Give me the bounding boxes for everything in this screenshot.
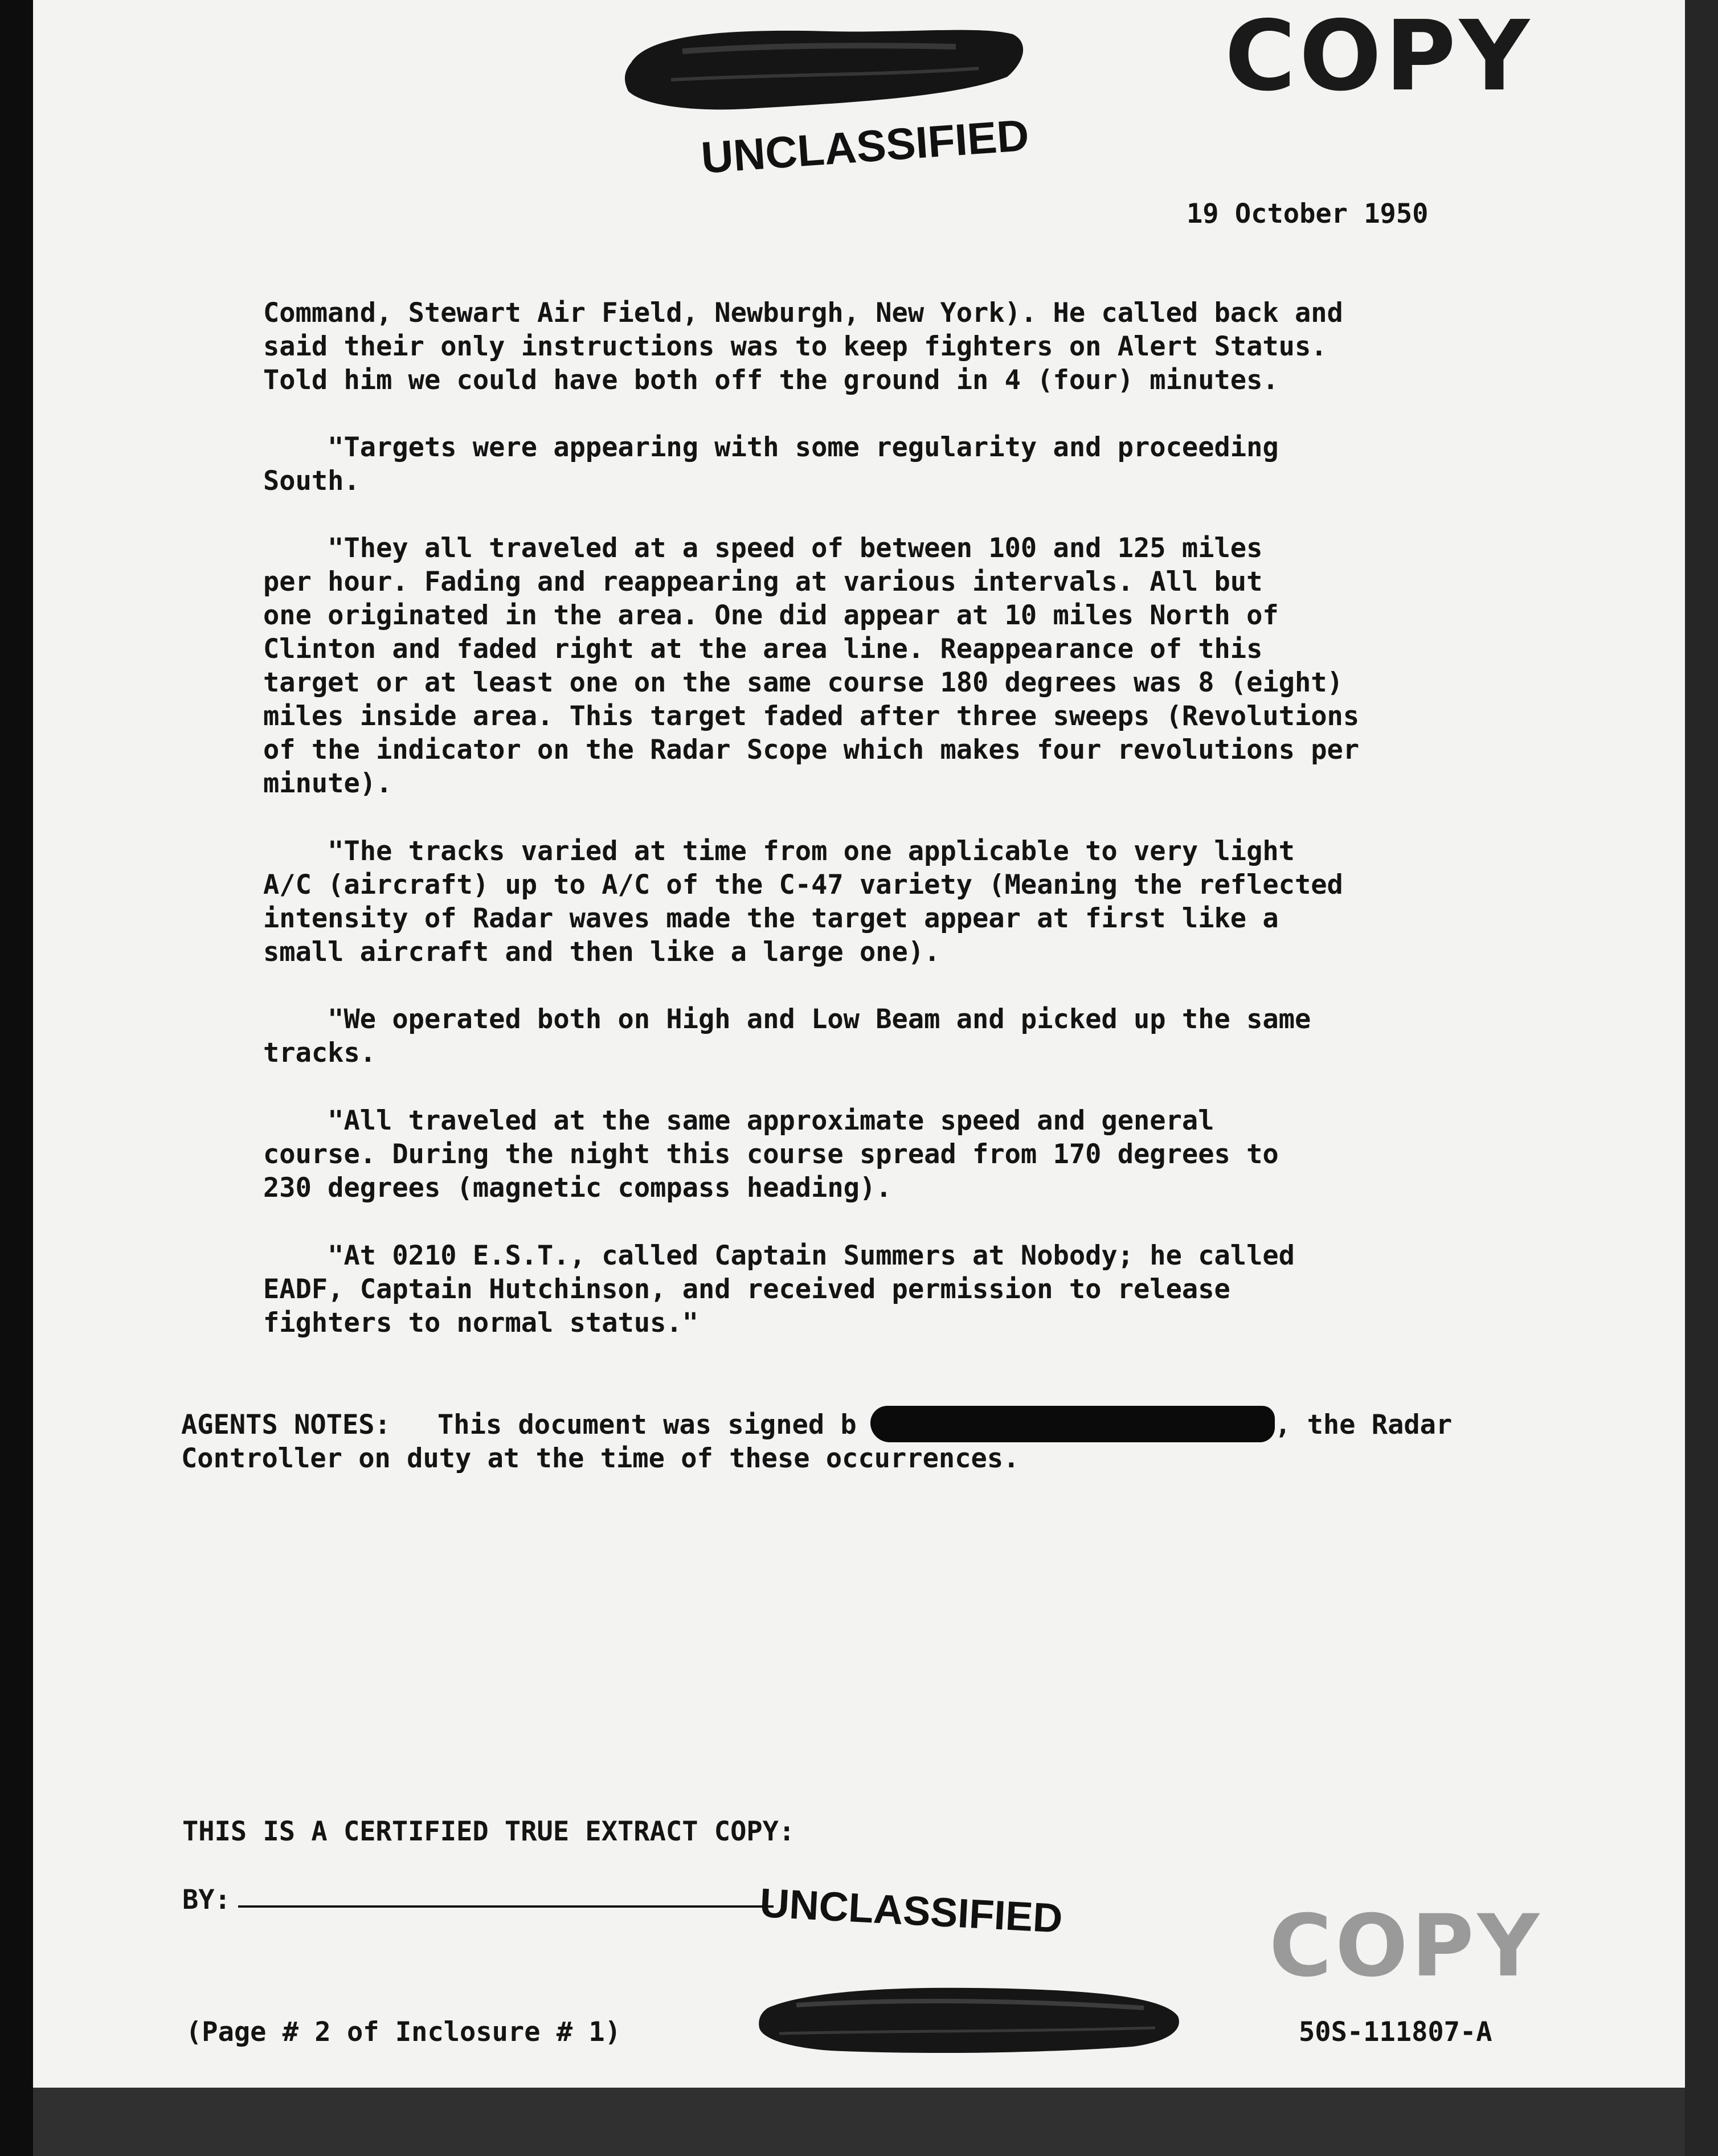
text-line: course. During the night this course spread from 170 degrees to <box>263 1139 1279 1170</box>
name-redaction <box>870 1406 1275 1442</box>
scan-bottom-edge <box>33 2088 1685 2156</box>
text-line: fighters to normal status." <box>263 1307 699 1339</box>
unclassified-stamp-bottom: UNCLASSIFIED <box>758 1880 1064 1942</box>
paragraph-2 <box>263 431 1505 498</box>
signature-line <box>238 1905 774 1908</box>
text-line: A/C (aircraft) up to A/C of the C-47 variety (Meaning the reflected <box>263 869 1343 901</box>
text-line: intensity of Radar waves made the target appear at first like a <box>263 903 1279 934</box>
text-line: "Targets were appearing with some regularity and proceeding <box>263 432 1279 463</box>
paragraph-1 <box>263 296 1505 397</box>
text-line: "At 0210 E.S.T., called Captain Summers at Nobody; he called <box>263 1240 1295 1271</box>
certification-statement: THIS IS A CERTIFIED TRUE EXTRACT COPY: <box>182 1816 795 1847</box>
text-line: "The tracks varied at time from one applicable to very light <box>263 836 1295 867</box>
text-line: miles inside area. This target faded after three sweeps (Revolutions <box>263 701 1360 732</box>
document-date: 19 October 1950 <box>1187 198 1429 230</box>
text-line: South. <box>263 465 360 497</box>
agents-notes-line-2: Controller on duty at the time of these occurrences. <box>181 1443 1020 1474</box>
paragraph-3 <box>263 531 1505 800</box>
document-number: 50S-111807-A <box>1299 2016 1492 2048</box>
text-line: said their only instructions was to keep fighters on Alert Status. <box>263 331 1327 362</box>
text-line: one originated in the area. One did appear at 10 miles North of <box>263 600 1279 631</box>
text-line: "We operated both on High and Low Beam and picked up the same <box>263 1004 1311 1035</box>
text-line: Told him we could have both off the ground in 4 (four) minutes. <box>263 365 1279 396</box>
text-line: 230 degrees (magnetic compass heading). <box>263 1172 892 1204</box>
text-line: Command, Stewart Air Field, Newburgh, New York). He called back and <box>263 297 1343 329</box>
agents-notes-text-start: This document was signed b <box>437 1409 857 1441</box>
paragraph-4 <box>263 834 1505 969</box>
text-line: Clinton and faded right at the area line. Reappearance of this <box>263 633 1263 665</box>
text-line: target or at least one on the same course 180 degrees was 8 (eight) <box>263 667 1343 698</box>
scan-left-edge <box>0 0 33 2156</box>
agents-notes-label: AGENTS NOTES: <box>181 1409 391 1441</box>
text-line: small aircraft and then like a large one). <box>263 936 940 968</box>
text-line: minute). <box>263 768 392 799</box>
text-line: "They all traveled at a speed of between 100 and 125 miles <box>263 533 1263 564</box>
bottom-redaction-blot <box>745 1974 1189 2065</box>
paragraph-7 <box>263 1239 1505 1340</box>
text-line: tracks. <box>263 1037 377 1069</box>
text-line: of the indicator on the Radar Scope which makes four revolutions per <box>263 734 1360 766</box>
copy-stamp-bottom: COPY <box>1269 1897 1543 1996</box>
text-line: EADF, Captain Hutchinson, and received permission to release <box>263 1274 1230 1305</box>
page-reference: (Page # 2 of Inclosure # 1) <box>186 2016 621 2048</box>
text-line: per hour. Fading and reappearing at various intervals. All but <box>263 566 1263 598</box>
paragraph-5 <box>263 1003 1505 1070</box>
document-page <box>33 0 1685 2156</box>
unclassified-stamp-top: UNCLASSIFIED <box>700 109 1031 183</box>
scan-right-edge <box>1685 0 1718 2156</box>
text-line: "All traveled at the same approximate speed and general <box>263 1105 1214 1136</box>
by-label: BY: <box>182 1884 231 1916</box>
paragraph-6 <box>263 1104 1505 1205</box>
copy-stamp-top: COPY <box>1225 0 1533 113</box>
top-redaction-blot <box>614 11 1036 125</box>
agents-notes-text-end: , the Radar <box>1275 1409 1453 1441</box>
